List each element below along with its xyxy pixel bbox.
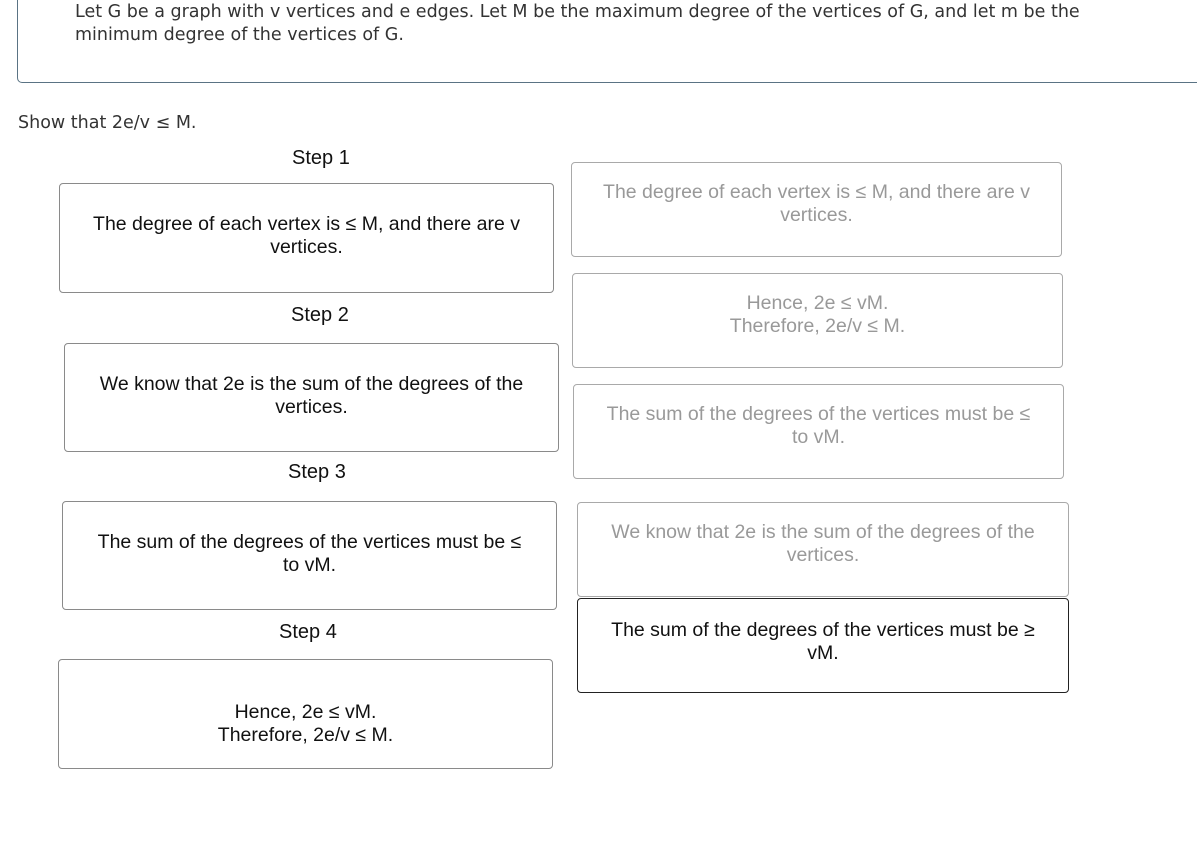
- step-1-text-line-2: vertices.: [270, 236, 343, 258]
- option-1-line-1: The degree of each vertex is ≤ M, and there are v: [603, 180, 1030, 203]
- step-2-text-line-2: vertices.: [275, 395, 348, 418]
- option-card[interactable]: [577, 502, 1069, 597]
- option-card[interactable]: [573, 384, 1064, 479]
- step-3-text-line-1: The sum of the degrees of the vertices must be ≤: [97, 530, 522, 553]
- problem-line-1: Let G be a graph with v vertices and e edges. Let M be the maximum degree of the vertices of G, and let m be the: [75, 2, 1080, 22]
- option-card-available[interactable]: [577, 598, 1069, 693]
- option-4-line-2: vertices.: [786, 543, 860, 566]
- problem-statement: [75, 1, 1175, 47]
- step-3-label: Step 3: [288, 461, 346, 483]
- option-2-line-2: Therefore, 2e/v ≤ M.: [729, 314, 906, 337]
- step-4-drop-slot[interactable]: [58, 659, 553, 769]
- option-4-line-1: We know that 2e is the sum of the degrees of the: [611, 520, 1035, 543]
- step-2-label: Step 2: [291, 304, 349, 326]
- step-1-label: Step 1: [292, 147, 350, 169]
- step-4-label: Step 4: [279, 621, 337, 643]
- step-3-text-line-2: to vM.: [282, 553, 337, 576]
- step-2-text-line-1: We know that 2e is the sum of the degrees of the: [99, 372, 524, 395]
- step-1-text-line-1: The degree of each vertex is ≤ M, and there are v: [93, 213, 520, 235]
- step-4-text-line-2: Therefore, 2e/v ≤ M.: [217, 724, 394, 746]
- option-5-line-1: The sum of the degrees of the vertices must be ≥: [611, 618, 1035, 641]
- option-card[interactable]: [571, 162, 1062, 257]
- step-2-drop-slot[interactable]: [64, 343, 559, 452]
- question-prompt: Show that 2e/v ≤ M.: [18, 113, 197, 133]
- option-3-line-1: The sum of the degrees of the vertices must be ≤: [606, 402, 1031, 425]
- option-1-line-2: vertices.: [780, 203, 853, 226]
- option-card[interactable]: [572, 273, 1063, 368]
- option-3-line-2: to vM.: [791, 425, 846, 448]
- step-1-drop-slot[interactable]: [59, 183, 554, 293]
- problem-line-2: minimum degree of the vertices of G.: [75, 25, 404, 45]
- step-3-drop-slot[interactable]: [62, 501, 557, 610]
- option-5-line-2: vM.: [807, 641, 839, 664]
- option-2-line-1: Hence, 2e ≤ vM.: [746, 291, 889, 314]
- step-4-text-line-1: Hence, 2e ≤ vM.: [234, 701, 377, 723]
